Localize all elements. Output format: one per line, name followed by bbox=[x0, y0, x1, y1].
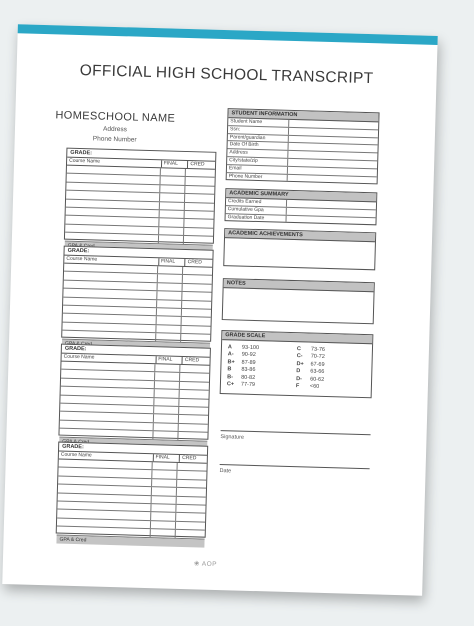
scale-item: D 63-66 bbox=[296, 368, 325, 376]
field-label: Email bbox=[227, 165, 288, 173]
student-information-panel bbox=[226, 108, 380, 185]
scale-item: D- 60-62 bbox=[296, 375, 325, 383]
grade-block-1 bbox=[64, 148, 217, 244]
transcript-sheet bbox=[2, 24, 437, 596]
academic-summary-panel bbox=[224, 188, 377, 226]
publisher-logo bbox=[194, 559, 217, 568]
field-label: Date Of Birth bbox=[228, 142, 289, 150]
leaf-icon: ❀ bbox=[193, 560, 200, 568]
school-info bbox=[45, 109, 186, 145]
grade-heading: GRADE: bbox=[59, 443, 207, 456]
field-label: Phone Number bbox=[227, 173, 288, 181]
col-cred: CRED bbox=[187, 259, 202, 266]
scale-item: A 93-100 bbox=[227, 344, 260, 352]
school-name: HOMESCHOOL NAME bbox=[55, 109, 176, 125]
school-address: Address bbox=[102, 125, 128, 134]
date-line[interactable] bbox=[220, 464, 370, 469]
col-cred: CRED bbox=[182, 455, 197, 462]
scale-item: F <60 bbox=[295, 383, 320, 390]
grade-heading: GRADE: bbox=[67, 149, 215, 162]
scale-item: D+ 67-69 bbox=[296, 360, 325, 368]
grade-heading: GRADE: bbox=[62, 345, 210, 358]
field-label: Address bbox=[227, 149, 288, 157]
col-cred: CRED bbox=[184, 357, 200, 364]
student-information-heading: STUDENT INFORMATION bbox=[228, 109, 378, 122]
scale-item: C+ 77-79 bbox=[226, 381, 256, 389]
col-final: FINAL bbox=[153, 454, 180, 462]
notes-heading: NOTES bbox=[224, 279, 374, 292]
field-label: Parent/guardian bbox=[228, 134, 289, 142]
col-course-name: Course Name bbox=[62, 354, 157, 364]
notes-panel[interactable] bbox=[222, 278, 375, 324]
field-label: Cumulative Gpa bbox=[226, 206, 287, 214]
scale-item: B+ 87-89 bbox=[227, 359, 256, 366]
field-label: Credits Earned bbox=[226, 198, 287, 206]
grade-scale-table bbox=[221, 340, 372, 397]
academic-achievements-panel[interactable] bbox=[223, 228, 376, 270]
grade-scale-left bbox=[227, 344, 297, 390]
grade-heading: GRADE: bbox=[64, 247, 212, 260]
col-final: FINAL bbox=[156, 356, 183, 364]
academic-summary-heading: ACADEMIC SUMMARY bbox=[226, 189, 376, 202]
col-final: FINAL bbox=[162, 160, 189, 168]
scale-item: C- 70-72 bbox=[296, 353, 325, 361]
grade-block-3 bbox=[58, 344, 211, 440]
grade-scale-heading: GRADE SCALE bbox=[222, 331, 372, 344]
scale-item: B- 80-82 bbox=[227, 373, 256, 381]
field-value[interactable] bbox=[288, 174, 377, 183]
scale-item: B 83-86 bbox=[227, 366, 256, 374]
grade-scale-right bbox=[296, 346, 366, 392]
scale-item: C 73-76 bbox=[296, 346, 326, 353]
scale-item: A- 90-92 bbox=[227, 351, 256, 359]
gpa-label: GPA & Cred bbox=[59, 536, 87, 543]
grade-block-2 bbox=[61, 246, 214, 342]
date-label: Date bbox=[219, 468, 232, 475]
col-cred: CRED bbox=[190, 161, 205, 168]
grade-block-4 bbox=[56, 442, 209, 543]
col-final: FINAL bbox=[159, 258, 186, 266]
signature-label: Signature bbox=[220, 434, 245, 441]
top-accent-bar bbox=[18, 24, 438, 45]
academic-achievements-heading: ACADEMIC ACHIEVEMENTS bbox=[225, 229, 375, 242]
grade-scale-panel bbox=[220, 330, 374, 398]
col-course-name: Course Name bbox=[64, 256, 159, 266]
logo-text: AOP bbox=[201, 560, 218, 569]
field-label: City/state/zip bbox=[227, 157, 288, 165]
col-course-name: Course Name bbox=[59, 452, 154, 462]
field-label: Ssn: bbox=[228, 126, 289, 134]
field-value[interactable] bbox=[286, 215, 375, 224]
school-phone: Phone Number bbox=[92, 135, 137, 144]
field-label: Graduation Date bbox=[226, 214, 287, 222]
page-title: OFFICIAL HIGH SCHOOL TRANSCRIPT bbox=[79, 61, 374, 88]
col-course-name: Course Name bbox=[67, 158, 162, 168]
field-label: Student Name bbox=[228, 118, 289, 126]
